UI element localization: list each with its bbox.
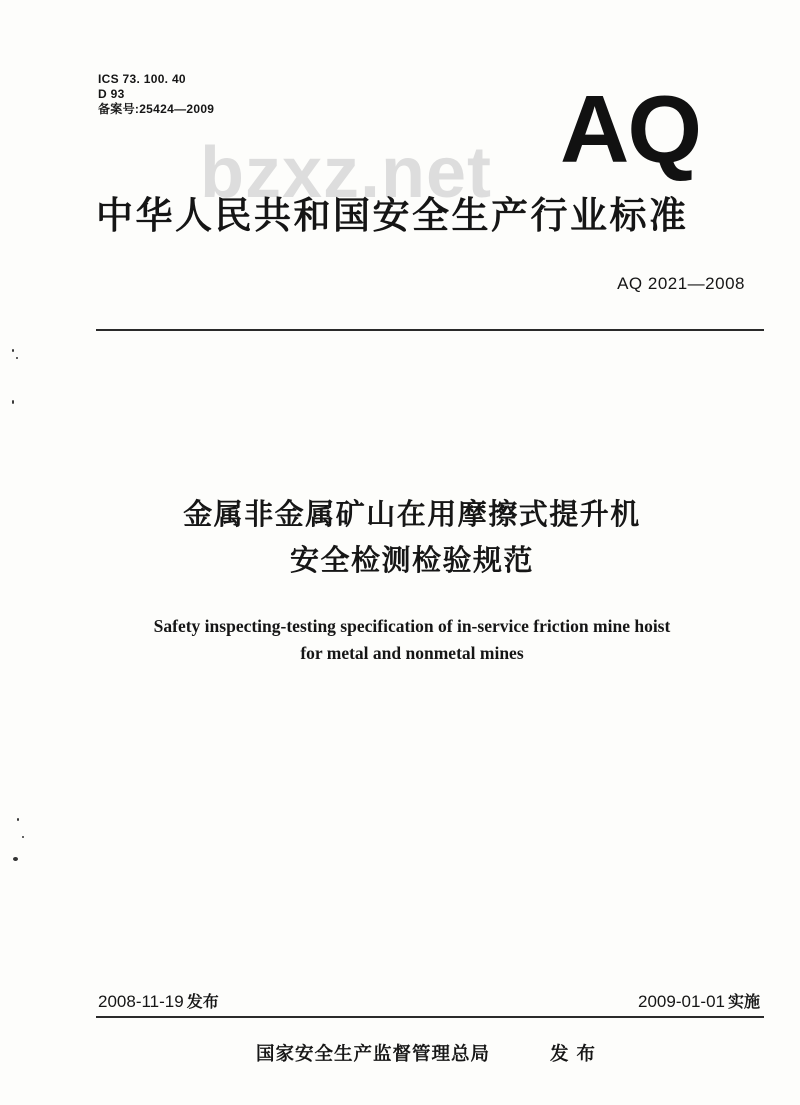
- bottom-divider: [96, 1016, 764, 1018]
- scan-speck: [12, 349, 14, 352]
- scan-speck: [16, 357, 18, 359]
- title-english-line-2: for metal and nonmetal mines: [300, 643, 524, 663]
- scan-speck: [12, 400, 14, 404]
- publisher: 国家安全生产监督管理总局: [256, 1044, 491, 1065]
- implementation-date: [638, 991, 760, 1013]
- implementation-label: 实施: [727, 992, 760, 1011]
- title-english-line-1: Safety inspecting-testing specification of in-service friction mine hoist: [153, 616, 671, 636]
- standard-category-title: 中华人民共和国安全生产行业标准: [96, 194, 689, 237]
- top-divider: [96, 329, 764, 331]
- watermark: bzxz.net: [200, 133, 493, 213]
- implementation-date-value: 2009-01-01: [638, 992, 725, 1011]
- scan-speck: [17, 818, 19, 821]
- title-chinese-line-2: 安全检测检验规范: [289, 543, 534, 577]
- ics-code: ICS 73. 100. 40: [98, 72, 186, 86]
- issue-label: 发布: [186, 992, 219, 1011]
- standard-number: AQ 2021—2008: [617, 274, 745, 293]
- issue-date: [98, 991, 219, 1013]
- scan-speck: [22, 836, 24, 838]
- issue-date-value: 2008-11-19: [98, 992, 184, 1011]
- classification-code: D 93: [98, 87, 125, 101]
- record-number: 备案号:25424—2009: [98, 102, 215, 116]
- title-chinese-line-1: 金属非金属矿山在用摩擦式提升机: [183, 497, 641, 531]
- aq-logo: AQ: [560, 76, 700, 183]
- publish-label: 发布: [550, 1044, 604, 1065]
- scan-speck: [13, 857, 18, 861]
